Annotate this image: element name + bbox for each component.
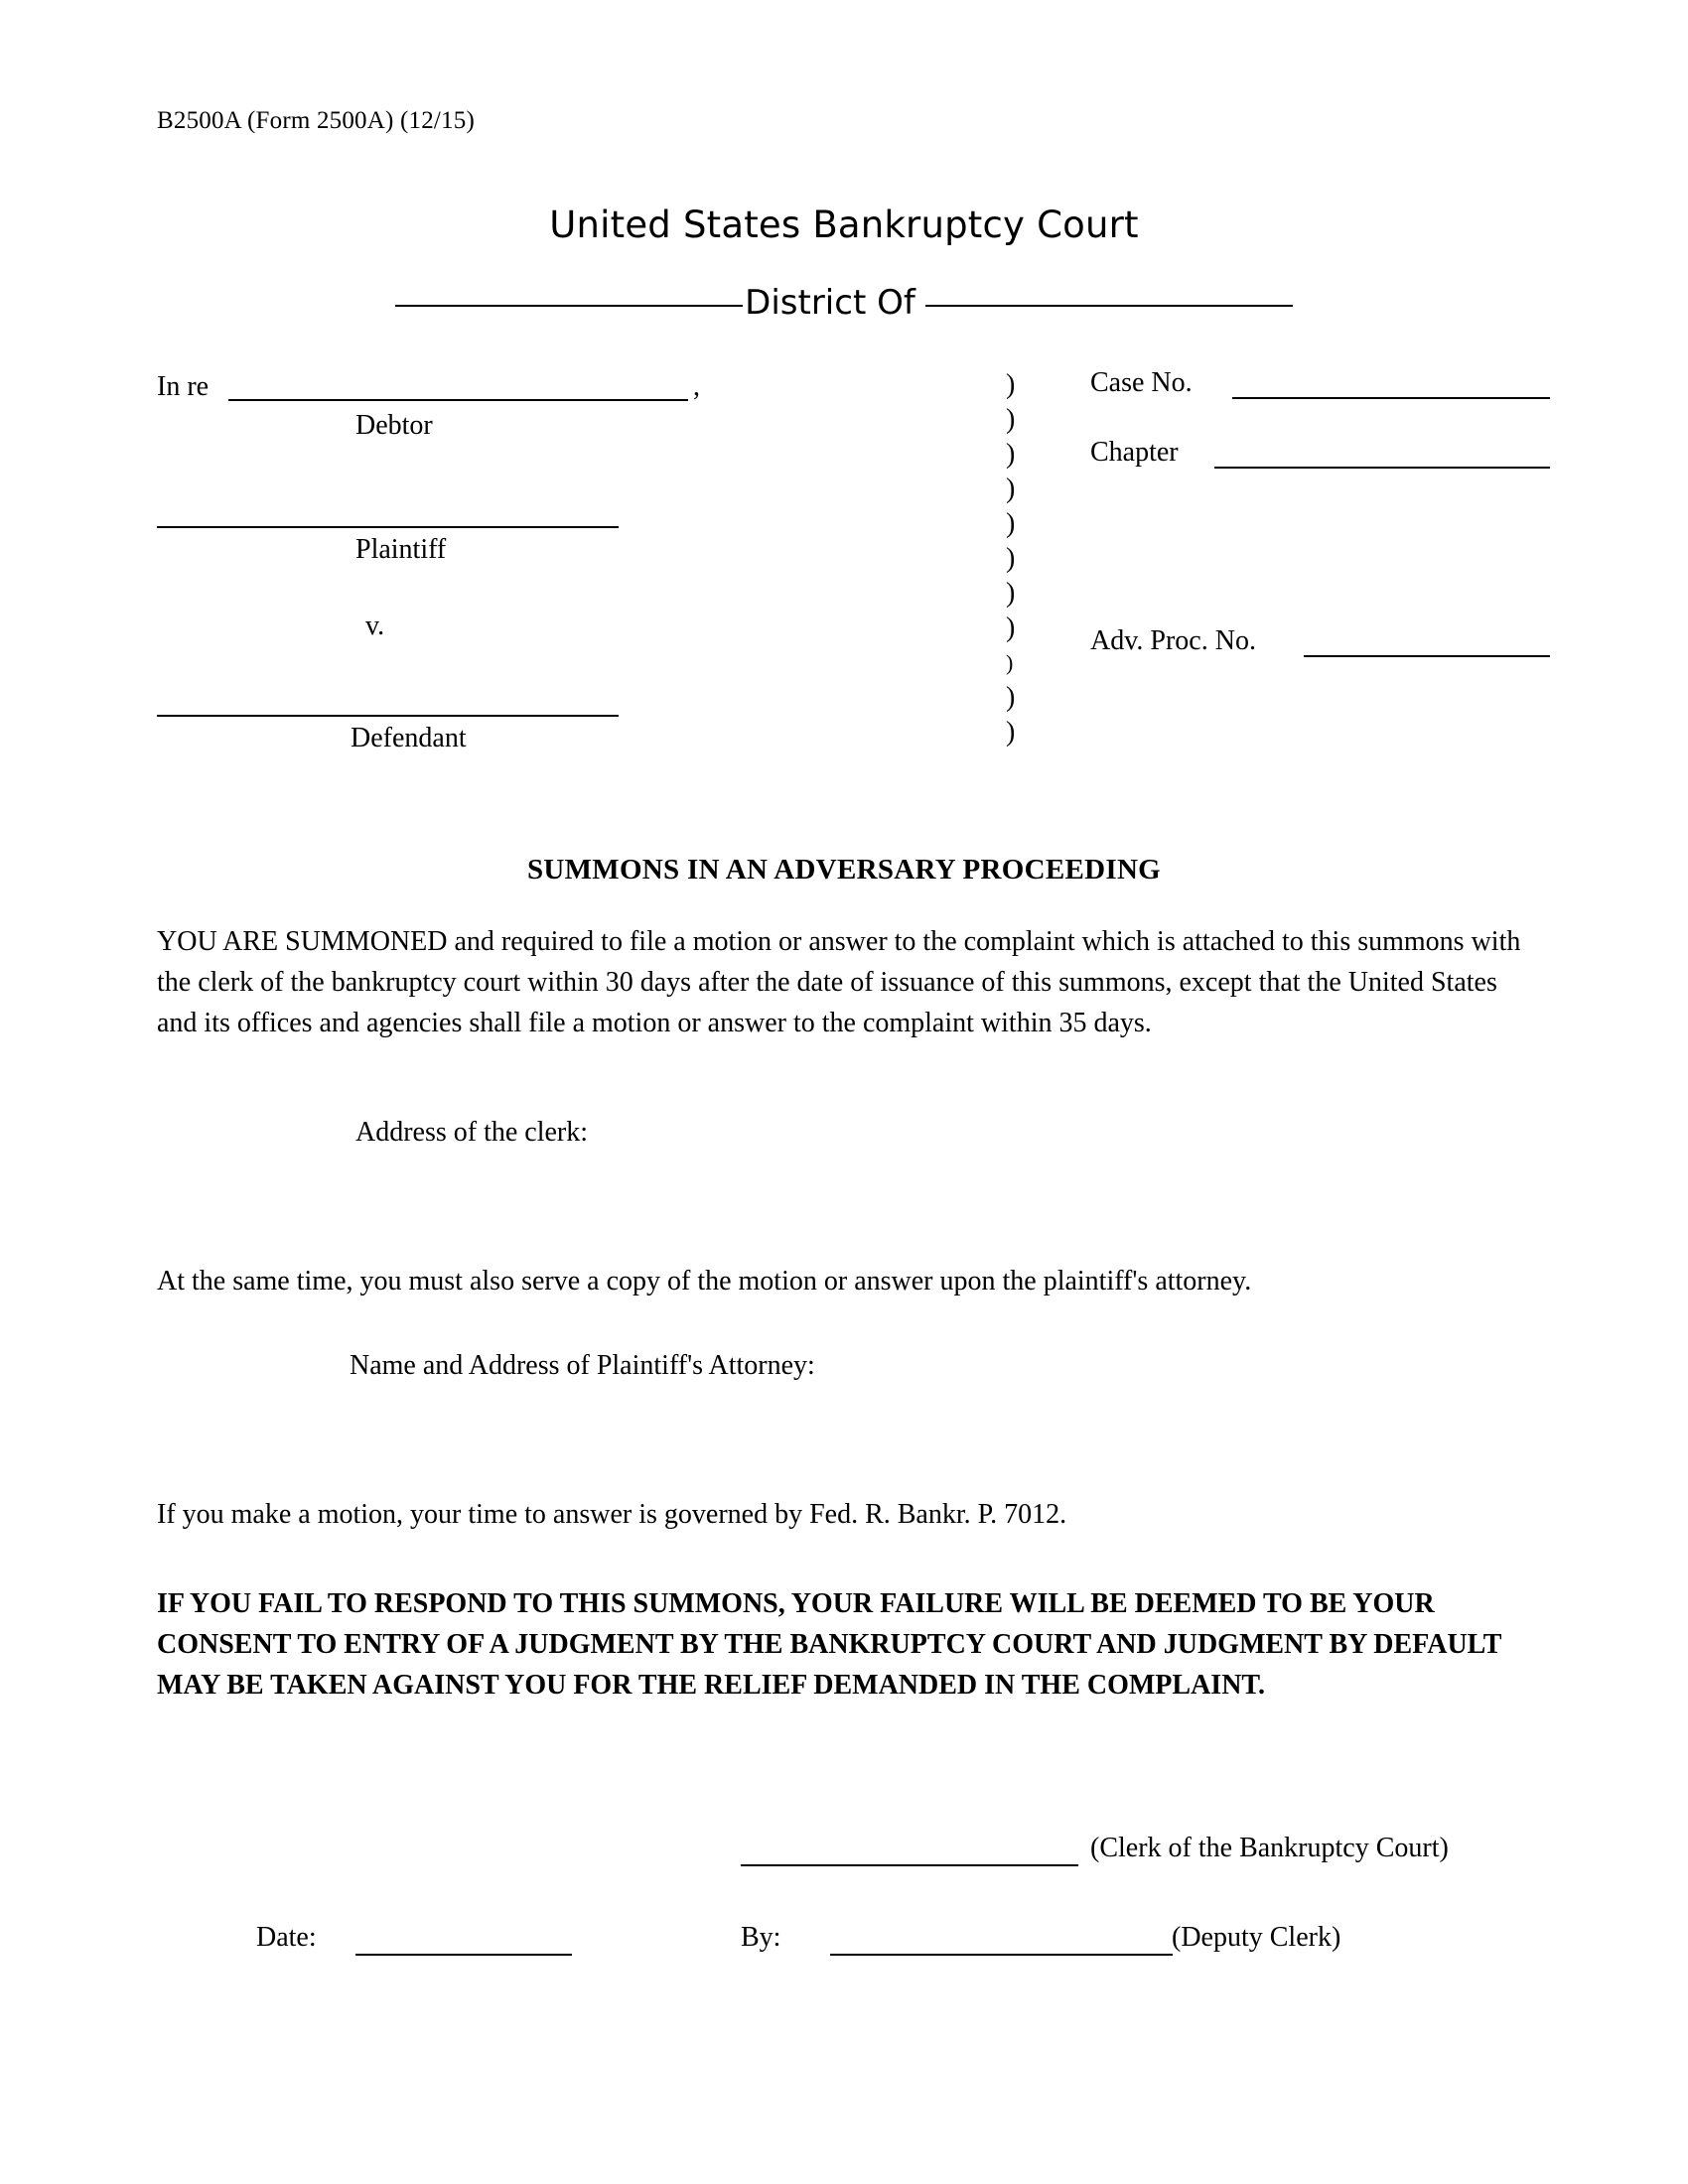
clerk-caption: (Clerk of the Bankruptcy Court) <box>1090 1833 1449 1863</box>
summons-heading: SUMMONS IN AN ADVERSARY PROCEEDING <box>526 854 1162 886</box>
in-re-label: In re <box>157 371 210 402</box>
motion-paragraph: If you make a motion, your time to answer is governed by Fed. R. Bankr. P. 7012. <box>157 1499 1067 1530</box>
plaintiff-label: Plaintiff <box>355 534 447 565</box>
same-time-paragraph: At the same time, you must also serve a copy of the motion or answer upon the plaintiff's attorney. <box>157 1266 1252 1297</box>
chapter-label: Chapter <box>1090 437 1179 468</box>
attorney-address-label: Name and Address of Plaintiff's Attorney: <box>350 1350 815 1381</box>
caption-paren: ) <box>1006 682 1016 713</box>
caption-paren: ) <box>1006 650 1014 675</box>
adv-proc-blank[interactable] <box>1304 655 1550 657</box>
signature-block <box>157 1827 1537 1974</box>
page-title: United States Bankruptcy Court <box>549 204 1139 246</box>
date-label: Date: <box>256 1922 317 1953</box>
plaintiff-name-blank[interactable] <box>157 526 619 528</box>
in-re-comma: , <box>693 371 700 402</box>
caption-left-column <box>157 367 792 753</box>
clerk-signature-blank[interactable] <box>741 1864 1078 1866</box>
adv-proc-row <box>1090 625 1547 685</box>
debtor-name-blank[interactable] <box>228 399 688 401</box>
caption-paren: ) <box>1006 474 1016 504</box>
clerk-signature-row <box>157 1827 1537 1882</box>
adv-proc-label: Adv. Proc. No. <box>1090 625 1256 656</box>
case-no-label: Case No. <box>1090 367 1193 398</box>
caption-paren: ) <box>1006 613 1016 643</box>
caption-paren-column <box>1006 367 1046 750</box>
versus-label: v. <box>365 611 385 641</box>
deputy-signature-blank[interactable] <box>830 1954 1173 1956</box>
case-no-row <box>1090 367 1547 427</box>
caption-paren: ) <box>1006 369 1016 400</box>
caption-right-column <box>1090 367 1547 685</box>
in-re-row <box>157 367 792 409</box>
caption-paren: ) <box>1006 404 1016 435</box>
date-blank[interactable] <box>355 1954 572 1956</box>
district-line <box>0 283 1688 323</box>
failure-warning-paragraph: IF YOU FAIL TO RESPOND TO THIS SUMMONS, YOUR FAILURE WILL BE DEEMED TO BE YOUR CONSENT TO ENTRY OF A JUDGMENT BY THE BANKRUPTCY COURT AND JUDGMENT BY DEFAULT MAY BE TAKEN AGAINST YOU FOR THE RELIEF DEMANDED IN THE COMPLAINT. <box>157 1588 1501 1701</box>
caption-paren: ) <box>1006 439 1016 470</box>
caption-paren: ) <box>1006 578 1016 609</box>
clerk-address-label: Address of the clerk: <box>355 1117 589 1148</box>
district-label: District Of <box>745 283 915 323</box>
chapter-blank[interactable] <box>1214 467 1550 469</box>
defendant-label: Defendant <box>351 723 467 753</box>
date-and-by-row <box>157 1918 1537 1974</box>
caption-paren: ) <box>1006 543 1016 574</box>
debtor-label: Debtor <box>355 410 433 441</box>
district-blank-right[interactable] <box>925 305 1293 307</box>
deputy-caption: (Deputy Clerk) <box>1172 1922 1341 1953</box>
by-label: By: <box>741 1922 781 1953</box>
case-no-blank[interactable] <box>1232 397 1550 399</box>
summoned-paragraph: YOU ARE SUMMONED and required to file a motion or answer to the complaint which is attached to this summons with the clerk of the bankruptcy court within 30 days after the date of issuance of this summons, except that the United States and its offices and agencies shall file a motion or answer to the complaint within 35 days. <box>157 926 1521 1038</box>
caption-paren: ) <box>1006 717 1016 748</box>
caption-paren: ) <box>1006 508 1016 539</box>
district-blank-left[interactable] <box>395 305 743 307</box>
defendant-name-blank[interactable] <box>157 715 619 717</box>
form-number: B2500A (Form 2500A) (12/15) <box>157 107 475 134</box>
chapter-row <box>1090 427 1547 625</box>
